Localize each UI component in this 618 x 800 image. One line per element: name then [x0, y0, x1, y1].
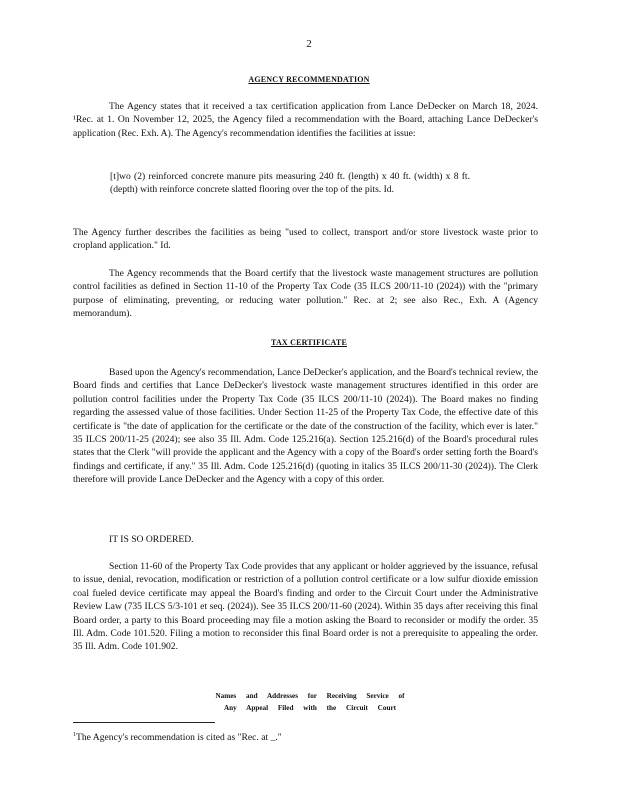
service-list-heading [170, 690, 450, 714]
order-statement: IT IS SO ORDERED. [109, 534, 194, 545]
heading-tax-certificate: TAX CERTIFICATE [271, 338, 347, 347]
heading-agency-recommendation: AGENCY RECOMMENDATION [248, 75, 370, 84]
paragraph-agency-recommends: The Agency recommends that the Board certify that the livestock waste management structures are pollution control facilities as defined in Section 11-10 of the Property Tax Code (35 ILCS 200/11-10 (2024)) with the "primary purpose of eliminating, preventing, or reducing water pollution." Rec. at 2; see also Rec., Exh. A (Agency memorandum). [73, 268, 538, 320]
service-list-heading-line1: Names and Addresses for Receiving Service of [215, 692, 405, 700]
service-list-heading-line2: Any Appeal Filed with the Circuit Court [223, 704, 397, 712]
footnote-text: The Agency's recommendation is cited as "Rec. at _." [76, 732, 282, 744]
paragraph-agency-application: The Agency states that it received a tax certification application from Lance DeDecker on March 18, 2024. ¹Rec. at 1. On November 12, 2025, the Agency filed a recommendation with the Board, attaching Lance DeDecker's application (Rec. Exh. A). The Agency's recommendation identifies the facilities at issue: [73, 101, 538, 139]
paragraph-board-findings: Based upon the Agency's recommendation, Lance DeDecker's application, and the Board's technical review, the Board finds and certifies that Lance DeDecker's livestock waste management structures identified in this order are pollution control facilities under the Property Tax Code (35 ILCS 200/11-10 (2024)). The Board makes no finding regarding the assessed value of those facilities. Under Section 11-25 of the Property Tax Code, the effective date of this certificate is "the date of application for the certificate or the date of the construction of the facility, which ever is later." 35 ILCS 200/11-25 (2024); see also 35 Ill. Adm. Code 125.216(a). Section 125.216(d) of the Board's procedural rules states that the Clerk "will provide the applicant and the Agency with a copy of the Board's order setting forth the Board's findings and certificate, if any." 35 Ill. Adm. Code 125.216(d) (quoting in italics 35 ILCS 200/11-30 (2024)). The Clerk therefore will provide Lance DeDecker and the Agency with a copy of this order. [73, 367, 538, 486]
paragraph-facility-description: The Agency further describes the facilities as being "used to collect, transport and/or store livestock waste prior to cropland application." Id. [73, 227, 538, 252]
page-number: 2 [306, 38, 312, 50]
block-quote-facilities: [t]wo (2) reinforced concrete manure pits measuring 240 ft. (length) x 40 ft. (width) x 8 ft. (depth) with reinforce concrete slatted flooring over the top of the pits. Id. [110, 171, 470, 196]
footnote [73, 732, 282, 743]
footnote-marker: 1 [73, 732, 76, 738]
paragraph-appeal-rights: Section 11-60 of the Property Tax Code provides that any applicant or holder aggrieved by the issuance, refusal to issue, denial, revocation, modification or restriction of a pollution control certificate or a low sulfur dioxide emission coal fueled device certificate may appeal the Board's finding and order to the Circuit Court under the Administrative Review Law (735 ILCS 5/3-101 et seq. (2024)). See 35 ILCS 200/11-60 (2024). Within 35 days after receiving this final Board order, a party to this Board proceeding may file a motion asking the Board to reconsider or modify the order. 35 Ill. Adm. Code 101.520. Filing a motion to reconsider this final Board order is not a prerequisite to appealing the order. 35 Ill. Adm. Code 101.902. [73, 561, 538, 653]
footnote-divider [73, 722, 215, 723]
